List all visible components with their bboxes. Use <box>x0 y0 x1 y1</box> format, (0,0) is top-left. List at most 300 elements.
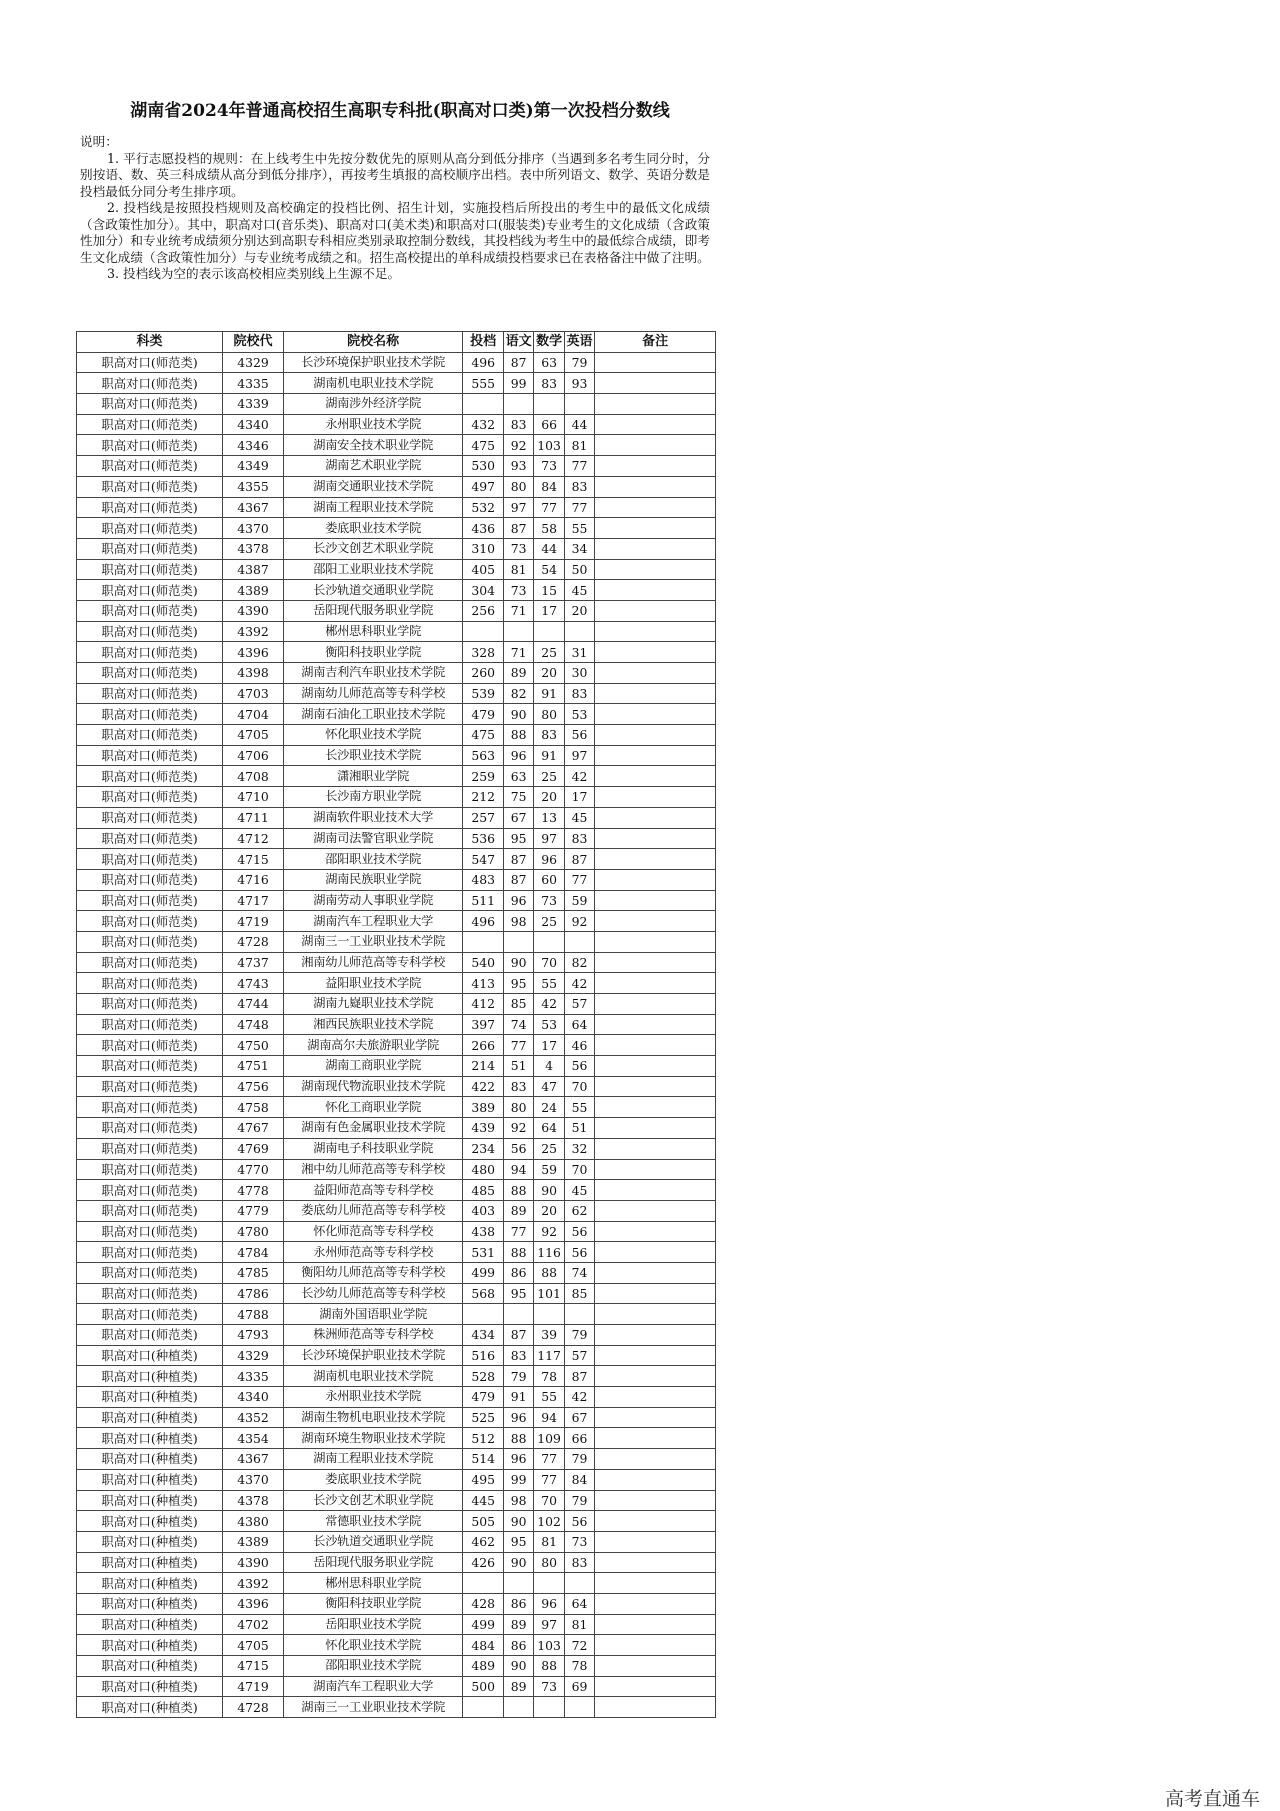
cell-kind: 职高对口(种植类) <box>77 1531 223 1552</box>
cell-kind: 职高对口(种植类) <box>77 1345 223 1366</box>
cell-school-name: 湖南外国语职业学院 <box>283 1304 463 1325</box>
cell-chinese: 83 <box>503 414 533 435</box>
cell-math: 24 <box>534 1097 564 1118</box>
header-note: 备注 <box>595 332 716 353</box>
cell-chinese: 77 <box>503 1035 533 1056</box>
cell-code: 4785 <box>223 1262 284 1283</box>
table-row <box>77 538 716 559</box>
table-row <box>77 1676 716 1697</box>
cell-score: 516 <box>463 1345 504 1366</box>
cell-math: 78 <box>534 1366 564 1387</box>
cell-code: 4758 <box>223 1097 284 1118</box>
cell-english: 83 <box>564 1552 594 1573</box>
cell-note <box>595 683 716 704</box>
cell-chinese <box>503 1573 533 1594</box>
table-row <box>77 1428 716 1449</box>
cell-chinese: 63 <box>503 766 533 787</box>
cell-code: 4389 <box>223 1531 284 1552</box>
cell-school-name: 株洲师范高等专科学校 <box>283 1325 463 1346</box>
cell-note <box>595 1138 716 1159</box>
cell-code: 4355 <box>223 476 284 497</box>
table-row <box>77 518 716 539</box>
cell-score: 496 <box>463 911 504 932</box>
cell-chinese: 86 <box>503 1635 533 1656</box>
cell-math: 94 <box>534 1407 564 1428</box>
cell-chinese: 99 <box>503 373 533 394</box>
cell-math: 103 <box>534 1635 564 1656</box>
cell-english: 83 <box>564 683 594 704</box>
cell-chinese: 92 <box>503 1118 533 1139</box>
cell-school-name: 衡阳科技职业学院 <box>283 1593 463 1614</box>
cell-school-name: 湖南生物机电职业技术学院 <box>283 1407 463 1428</box>
cell-score: 438 <box>463 1221 504 1242</box>
cell-chinese: 73 <box>503 538 533 559</box>
cell-score: 403 <box>463 1200 504 1221</box>
cell-code: 4778 <box>223 1180 284 1201</box>
cell-english: 77 <box>564 456 594 477</box>
cell-code: 4702 <box>223 1614 284 1635</box>
cell-kind: 职高对口(师范类) <box>77 580 223 601</box>
cell-code: 4711 <box>223 807 284 828</box>
cell-kind: 职高对口(师范类) <box>77 373 223 394</box>
cell-school-name: 湖南工程职业技术学院 <box>283 1449 463 1470</box>
cell-kind: 职高对口(种植类) <box>77 1676 223 1697</box>
table-row <box>77 1242 716 1263</box>
note-item-2: 2. 投档线是按照投档规则及高校确定的投档比例、招生计划，实施投档后所投出的考生中的最低文化成绩（含政策性加分）。其中，职高对口(音乐类)、职高对口(美术类)和职高对口(服装类)专业考生的文化成绩（含政策性加分）和专业统考成绩须分别达到高职专科相应类别录取控制分数线，其投档线为考生中的最低综合成绩，即考生文化成绩（含政策性加分）与专业统考成绩之和。招生高校提出的单科成绩投档要求已在表格备注中做了注明。 <box>80 200 710 265</box>
cell-note <box>595 559 716 580</box>
cell-english: 81 <box>564 1614 594 1635</box>
cell-math: 58 <box>534 518 564 539</box>
cell-code: 4780 <box>223 1221 284 1242</box>
cell-math: 4 <box>534 1056 564 1077</box>
table-row <box>77 911 716 932</box>
cell-kind: 职高对口(师范类) <box>77 1262 223 1283</box>
cell-math: 20 <box>534 663 564 684</box>
score-table <box>76 331 716 1718</box>
cell-english: 79 <box>564 1325 594 1346</box>
cell-note <box>595 1035 716 1056</box>
cell-school-name: 湖南吉利汽车职业技术学院 <box>283 663 463 684</box>
cell-school-name: 湖南高尔夫旅游职业学院 <box>283 1035 463 1056</box>
cell-math <box>534 1697 564 1718</box>
cell-code: 4329 <box>223 352 284 373</box>
table-row <box>77 1097 716 1118</box>
cell-code: 4398 <box>223 663 284 684</box>
cell-english: 51 <box>564 1118 594 1139</box>
cell-note <box>595 1449 716 1470</box>
cell-code: 4716 <box>223 869 284 890</box>
cell-score: 511 <box>463 890 504 911</box>
cell-school-name: 郴州思科职业学院 <box>283 621 463 642</box>
cell-note <box>595 807 716 828</box>
cell-kind: 职高对口(师范类) <box>77 1097 223 1118</box>
cell-kind: 职高对口(师范类) <box>77 725 223 746</box>
cell-code: 4786 <box>223 1283 284 1304</box>
table-row <box>77 931 716 952</box>
cell-school-name: 长沙幼儿师范高等专科学校 <box>283 1283 463 1304</box>
table-row <box>77 725 716 746</box>
cell-english: 50 <box>564 559 594 580</box>
cell-note <box>595 1283 716 1304</box>
cell-school-name: 长沙轨道交通职业学院 <box>283 580 463 601</box>
cell-kind: 职高对口(师范类) <box>77 642 223 663</box>
table-row <box>77 1614 716 1635</box>
cell-score: 525 <box>463 1407 504 1428</box>
cell-math: 39 <box>534 1325 564 1346</box>
cell-english: 72 <box>564 1635 594 1656</box>
cell-note <box>595 1056 716 1077</box>
cell-chinese: 85 <box>503 994 533 1015</box>
cell-score: 536 <box>463 828 504 849</box>
cell-note <box>595 497 716 518</box>
cell-kind: 职高对口(种植类) <box>77 1697 223 1718</box>
cell-code: 4367 <box>223 1449 284 1470</box>
cell-note <box>595 994 716 1015</box>
cell-english: 20 <box>564 600 594 621</box>
cell-code: 4339 <box>223 394 284 415</box>
cell-chinese: 83 <box>503 1345 533 1366</box>
cell-math: 109 <box>534 1428 564 1449</box>
cell-note <box>595 1656 716 1677</box>
cell-math: 80 <box>534 704 564 725</box>
table-row <box>77 1283 716 1304</box>
cell-math: 96 <box>534 1593 564 1614</box>
cell-math: 25 <box>534 766 564 787</box>
cell-score: 257 <box>463 807 504 828</box>
cell-school-name: 娄底职业技术学院 <box>283 518 463 539</box>
cell-chinese: 93 <box>503 456 533 477</box>
cell-note <box>595 1159 716 1180</box>
cell-score: 528 <box>463 1366 504 1387</box>
cell-kind: 职高对口(师范类) <box>77 1014 223 1035</box>
cell-note <box>595 766 716 787</box>
cell-kind: 职高对口(种植类) <box>77 1407 223 1428</box>
header-score: 投档 <box>463 332 504 353</box>
cell-kind: 职高对口(师范类) <box>77 849 223 870</box>
cell-score: 256 <box>463 600 504 621</box>
cell-code: 4750 <box>223 1035 284 1056</box>
cell-note <box>595 621 716 642</box>
cell-kind: 职高对口(师范类) <box>77 973 223 994</box>
cell-school-name: 长沙环境保护职业技术学院 <box>283 1345 463 1366</box>
cell-score: 436 <box>463 518 504 539</box>
cell-math: 83 <box>534 725 564 746</box>
cell-english: 56 <box>564 1511 594 1532</box>
cell-code: 4728 <box>223 931 284 952</box>
cell-note <box>595 663 716 684</box>
cell-school-name: 岳阳职业技术学院 <box>283 1614 463 1635</box>
cell-math: 117 <box>534 1345 564 1366</box>
table-row <box>77 456 716 477</box>
cell-math: 91 <box>534 683 564 704</box>
table-row <box>77 1366 716 1387</box>
cell-note <box>595 456 716 477</box>
table-row <box>77 787 716 808</box>
table-row <box>77 1552 716 1573</box>
cell-school-name: 怀化工商职业学院 <box>283 1097 463 1118</box>
cell-score: 439 <box>463 1118 504 1139</box>
cell-chinese: 98 <box>503 911 533 932</box>
cell-chinese: 91 <box>503 1387 533 1408</box>
cell-kind: 职高对口(种植类) <box>77 1366 223 1387</box>
cell-note <box>595 704 716 725</box>
cell-english <box>564 1573 594 1594</box>
cell-code: 4717 <box>223 890 284 911</box>
cell-school-name: 湖南九嶷职业技术学院 <box>283 994 463 1015</box>
cell-code: 4335 <box>223 1366 284 1387</box>
cell-note <box>595 1593 716 1614</box>
cell-school-name: 岳阳现代服务职业学院 <box>283 600 463 621</box>
cell-note <box>595 1573 716 1594</box>
cell-note <box>595 725 716 746</box>
cell-english: 42 <box>564 973 594 994</box>
cell-kind: 职高对口(师范类) <box>77 1304 223 1325</box>
cell-chinese: 74 <box>503 1014 533 1035</box>
cell-chinese: 96 <box>503 1449 533 1470</box>
table-row <box>77 683 716 704</box>
cell-school-name: 岳阳现代服务职业学院 <box>283 1552 463 1573</box>
cell-math: 97 <box>534 1614 564 1635</box>
cell-english: 79 <box>564 352 594 373</box>
cell-chinese: 89 <box>503 663 533 684</box>
cell-english: 57 <box>564 994 594 1015</box>
cell-score: 530 <box>463 456 504 477</box>
cell-math: 70 <box>534 952 564 973</box>
cell-chinese: 96 <box>503 745 533 766</box>
cell-english: 79 <box>564 1449 594 1470</box>
cell-code: 4392 <box>223 1573 284 1594</box>
cell-math: 96 <box>534 849 564 870</box>
cell-score: 266 <box>463 1035 504 1056</box>
cell-english: 67 <box>564 1407 594 1428</box>
cell-math: 92 <box>534 1221 564 1242</box>
table-row <box>77 1345 716 1366</box>
cell-score: 485 <box>463 1180 504 1201</box>
cell-math: 15 <box>534 580 564 601</box>
cell-note <box>595 373 716 394</box>
header-chinese: 语文 <box>503 332 533 353</box>
cell-school-name: 娄底职业技术学院 <box>283 1469 463 1490</box>
cell-school-name: 衡阳科技职业学院 <box>283 642 463 663</box>
table-row <box>77 1490 716 1511</box>
cell-score: 426 <box>463 1552 504 1573</box>
cell-code: 4705 <box>223 1635 284 1656</box>
cell-chinese: 95 <box>503 1531 533 1552</box>
cell-note <box>595 1407 716 1428</box>
cell-english: 79 <box>564 1490 594 1511</box>
cell-code: 4793 <box>223 1325 284 1346</box>
cell-english: 59 <box>564 890 594 911</box>
cell-code: 4756 <box>223 1076 284 1097</box>
cell-school-name: 湘中幼儿师范高等专科学校 <box>283 1159 463 1180</box>
cell-chinese: 67 <box>503 807 533 828</box>
cell-school-name: 长沙南方职业学院 <box>283 787 463 808</box>
table-row <box>77 1200 716 1221</box>
cell-score: 422 <box>463 1076 504 1097</box>
cell-school-name: 常德职业技术学院 <box>283 1511 463 1532</box>
cell-school-name: 湖南劳动人事职业学院 <box>283 890 463 911</box>
cell-code: 4352 <box>223 1407 284 1428</box>
table-row <box>77 745 716 766</box>
cell-score: 547 <box>463 849 504 870</box>
cell-school-name: 湖南交通职业技术学院 <box>283 476 463 497</box>
header-code: 院校代 <box>223 332 284 353</box>
cell-english: 45 <box>564 807 594 828</box>
cell-note <box>595 1511 716 1532</box>
cell-school-name: 长沙环境保护职业技术学院 <box>283 352 463 373</box>
cell-school-name: 湖南汽车工程职业大学 <box>283 1676 463 1697</box>
cell-english <box>564 394 594 415</box>
table-row <box>77 621 716 642</box>
cell-code: 4396 <box>223 642 284 663</box>
cell-kind: 职高对口(师范类) <box>77 766 223 787</box>
cell-chinese: 86 <box>503 1262 533 1283</box>
cell-score: 397 <box>463 1014 504 1035</box>
cell-math <box>534 931 564 952</box>
cell-school-name: 湖南有色金属职业技术学院 <box>283 1118 463 1139</box>
cell-code: 4769 <box>223 1138 284 1159</box>
cell-code: 4340 <box>223 414 284 435</box>
cell-note <box>595 518 716 539</box>
cell-kind: 职高对口(种植类) <box>77 1449 223 1470</box>
cell-school-name: 湖南工商职业学院 <box>283 1056 463 1077</box>
cell-score: 445 <box>463 1490 504 1511</box>
note-item-1: 1. 平行志愿投档的规则：在上线考生中先按分数优先的原则从高分到低分排序（当遇到多名考生同分时，分别按语、数、英三科成绩从高分到低分排序），再按考生填报的高校顺序出档。表中所列语文、数学、英语分数是投档最低分同分考生排序项。 <box>80 150 710 199</box>
cell-english: 85 <box>564 1283 594 1304</box>
cell-score: 214 <box>463 1056 504 1077</box>
cell-note <box>595 1180 716 1201</box>
cell-note <box>595 1221 716 1242</box>
cell-score: 532 <box>463 497 504 518</box>
cell-school-name: 湖南软件职业技术大学 <box>283 807 463 828</box>
table-row <box>77 1656 716 1677</box>
table-row <box>77 849 716 870</box>
cell-chinese: 90 <box>503 952 533 973</box>
cell-kind: 职高对口(师范类) <box>77 559 223 580</box>
cell-note <box>595 931 716 952</box>
cell-english: 62 <box>564 1200 594 1221</box>
cell-english: 69 <box>564 1676 594 1697</box>
cell-school-name: 湖南三一工业职业技术学院 <box>283 1697 463 1718</box>
cell-note <box>595 600 716 621</box>
table-row <box>77 642 716 663</box>
cell-note <box>595 745 716 766</box>
cell-school-name: 怀化职业技术学院 <box>283 1635 463 1656</box>
watermark-text: 高考直通车 <box>1164 1788 1260 1810</box>
cell-chinese: 71 <box>503 600 533 621</box>
notes-section <box>80 134 710 283</box>
cell-kind: 职高对口(种植类) <box>77 1614 223 1635</box>
cell-school-name: 怀化职业技术学院 <box>283 725 463 746</box>
table-row <box>77 1304 716 1325</box>
cell-score <box>463 1697 504 1718</box>
cell-score: 512 <box>463 1428 504 1449</box>
cell-score: 484 <box>463 1635 504 1656</box>
cell-note <box>595 1387 716 1408</box>
cell-score: 489 <box>463 1656 504 1677</box>
cell-chinese: 82 <box>503 683 533 704</box>
cell-school-name: 邵阳工业职业技术学院 <box>283 559 463 580</box>
cell-score: 539 <box>463 683 504 704</box>
cell-kind: 职高对口(师范类) <box>77 1159 223 1180</box>
cell-math: 84 <box>534 476 564 497</box>
cell-score: 479 <box>463 1387 504 1408</box>
cell-english: 77 <box>564 497 594 518</box>
cell-math: 73 <box>534 456 564 477</box>
cell-note <box>595 1676 716 1697</box>
cell-code: 4387 <box>223 559 284 580</box>
cell-kind: 职高对口(种植类) <box>77 1490 223 1511</box>
cell-kind: 职高对口(师范类) <box>77 931 223 952</box>
cell-school-name: 长沙轨道交通职业学院 <box>283 1531 463 1552</box>
cell-math: 77 <box>534 1469 564 1490</box>
cell-code: 4710 <box>223 787 284 808</box>
cell-kind: 职高对口(师范类) <box>77 828 223 849</box>
cell-english: 74 <box>564 1262 594 1283</box>
cell-code: 4340 <box>223 1387 284 1408</box>
table-row <box>77 497 716 518</box>
cell-school-name: 邵阳职业技术学院 <box>283 849 463 870</box>
cell-chinese: 56 <box>503 1138 533 1159</box>
cell-note <box>595 1200 716 1221</box>
page-title: 湖南省2024年普通高校招生高职专科批(职高对口类)第一次投档分数线 <box>130 101 670 121</box>
cell-math: 64 <box>534 1118 564 1139</box>
cell-kind: 职高对口(种植类) <box>77 1656 223 1677</box>
header-name: 院校名称 <box>283 332 463 353</box>
cell-chinese <box>503 621 533 642</box>
cell-math: 83 <box>534 373 564 394</box>
table-row <box>77 559 716 580</box>
cell-code: 4708 <box>223 766 284 787</box>
cell-kind: 职高对口(师范类) <box>77 787 223 808</box>
cell-score: 480 <box>463 1159 504 1180</box>
cell-code: 4737 <box>223 952 284 973</box>
cell-math: 77 <box>534 497 564 518</box>
cell-score: 413 <box>463 973 504 994</box>
cell-english: 46 <box>564 1035 594 1056</box>
table-row <box>77 1180 716 1201</box>
table-row <box>77 994 716 1015</box>
table-row <box>77 476 716 497</box>
cell-english <box>564 931 594 952</box>
cell-chinese: 73 <box>503 580 533 601</box>
cell-math: 13 <box>534 807 564 828</box>
cell-math: 20 <box>534 1200 564 1221</box>
cell-note <box>595 1697 716 1718</box>
cell-note <box>595 1552 716 1573</box>
cell-note <box>595 1262 716 1283</box>
cell-note <box>595 1242 716 1263</box>
cell-english: 84 <box>564 1469 594 1490</box>
cell-kind: 职高对口(师范类) <box>77 1200 223 1221</box>
cell-chinese: 90 <box>503 1511 533 1532</box>
cell-score: 531 <box>463 1242 504 1263</box>
cell-school-name: 湖南机电职业技术学院 <box>283 1366 463 1387</box>
table-row <box>77 1014 716 1035</box>
table-row <box>77 1118 716 1139</box>
cell-chinese: 79 <box>503 1366 533 1387</box>
cell-school-name: 长沙文创艺术职业学院 <box>283 538 463 559</box>
cell-chinese: 95 <box>503 973 533 994</box>
cell-kind: 职高对口(师范类) <box>77 911 223 932</box>
cell-english: 45 <box>564 580 594 601</box>
cell-school-name: 永州师范高等专科学校 <box>283 1242 463 1263</box>
cell-note <box>595 1345 716 1366</box>
note-item-3: 3. 投档线为空的表示该高校相应类别线上生源不足。 <box>107 266 401 281</box>
cell-chinese: 94 <box>503 1159 533 1180</box>
cell-math: 81 <box>534 1531 564 1552</box>
table-row <box>77 1138 716 1159</box>
